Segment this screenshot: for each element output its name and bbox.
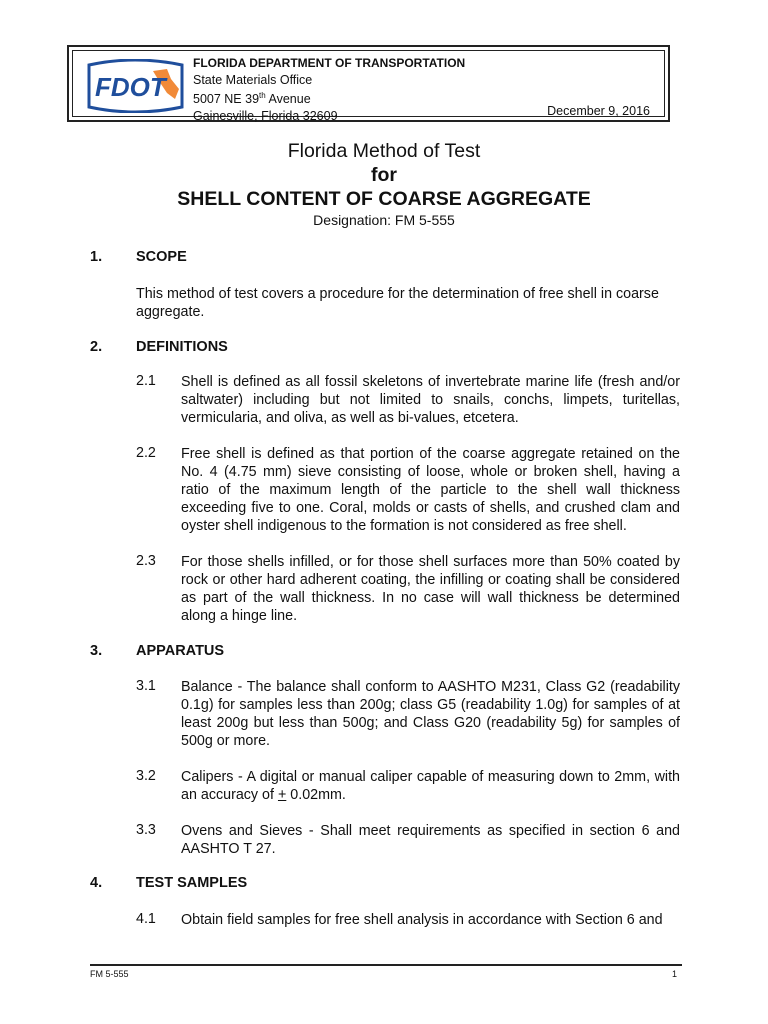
section-3-heading: APPARATUS <box>136 643 225 659</box>
item-2-3-number: 2.3 <box>136 553 156 569</box>
item-2-2-number: 2.2 <box>136 445 156 461</box>
item-3-2-text: Calipers - A digital or manual caliper capable of measuring down to 2mm, with an accuracy of + 0.02mm. <box>181 769 680 803</box>
item-4-1-number: 4.1 <box>136 911 156 927</box>
item-4-1-text: Obtain field samples for free shell analysis in accordance with Section 6 and <box>181 912 663 928</box>
office-name: State Materials Office <box>193 72 313 87</box>
designation: Designation: FM 5-555 <box>313 212 455 228</box>
item-3-3-text: Ovens and Sieves - Shall meet requirements as specified in section 6 and AASHTO T 27. <box>181 823 680 857</box>
city-line: Gainesville, Florida 32609 <box>193 108 338 123</box>
item-3-2-number: 3.2 <box>136 768 156 784</box>
letterhead-box <box>67 45 670 122</box>
item-2-1-text: Shell is defined as all fossil skeletons of invertebrate marine life (fresh and/or saltwater) including but not limited to snails, conchs, limpets, turitellas, vermicularia, and oliva, as well as bi-values, etcetera. <box>181 374 680 426</box>
title-for: for <box>371 164 397 186</box>
scope-paragraph: This method of test covers a procedure for the determination of free shell in coarse aggregate. <box>136 286 659 320</box>
item-2-1-number: 2.1 <box>136 373 156 389</box>
item-2-3-text: For those shells infilled, or for those shell surfaces more than 50% coated by rock or other hard adherent coating, the infilling or coating shall be considered as part of the wall thickness. In no case will wall thickness be determined along a hinge line. <box>181 554 680 624</box>
section-2-number: 2. <box>90 339 103 355</box>
section-2-heading: DEFINITIONS <box>136 339 228 355</box>
method-title: Florida Method of Test <box>287 140 481 162</box>
footer-rule <box>90 964 682 966</box>
fdot-logo-icon <box>83 59 188 113</box>
item-3-1-text: Balance - The balance shall conform to AASHTO M231, Class G2 (readability 0.1g) for samples less than 200g; class G5 (readability 1.0g) for samples of at least 200g but less than 500g; and Class G20 (readability 5g) for samples of 500g or more. <box>181 679 680 749</box>
org-name: FLORIDA DEPARTMENT OF TRANSPORTATION <box>193 56 466 70</box>
item-3-3-number: 3.3 <box>136 822 156 838</box>
test-title: SHELL CONTENT OF COARSE AGGREGATE <box>177 188 591 210</box>
section-1-number: 1. <box>90 249 103 265</box>
street-address: 5007 NE 39th Avenue <box>193 91 311 107</box>
page-number: 1 <box>672 969 678 979</box>
section-4-heading: TEST SAMPLES <box>136 875 248 891</box>
letterhead-inner-border <box>72 50 665 123</box>
footer-designation: FM 5-555 <box>90 969 129 979</box>
item-2-2-text: Free shell is defined as that portion of the coarse aggregate retained on the No. 4 (4.75 mm) sieve consisting of loose, whole or broken shell, having a ratio of the maximum length of the particle to the shell wall thickness exceeding five to one. Coral, molds or casts of shells, and crushed clam and oyster shell indigenous to the formation is not considered as free shell. <box>181 446 680 534</box>
section-4-number: 4. <box>90 875 103 891</box>
letterhead-address <box>193 55 465 124</box>
item-3-1-number: 3.1 <box>136 678 156 694</box>
plus-minus-sign: + <box>277 787 287 803</box>
section-1-heading: SCOPE <box>136 249 187 265</box>
section-3-number: 3. <box>90 643 103 659</box>
document-date: December 9, 2016 <box>547 104 650 118</box>
logo-text: FDOT <box>95 72 166 102</box>
